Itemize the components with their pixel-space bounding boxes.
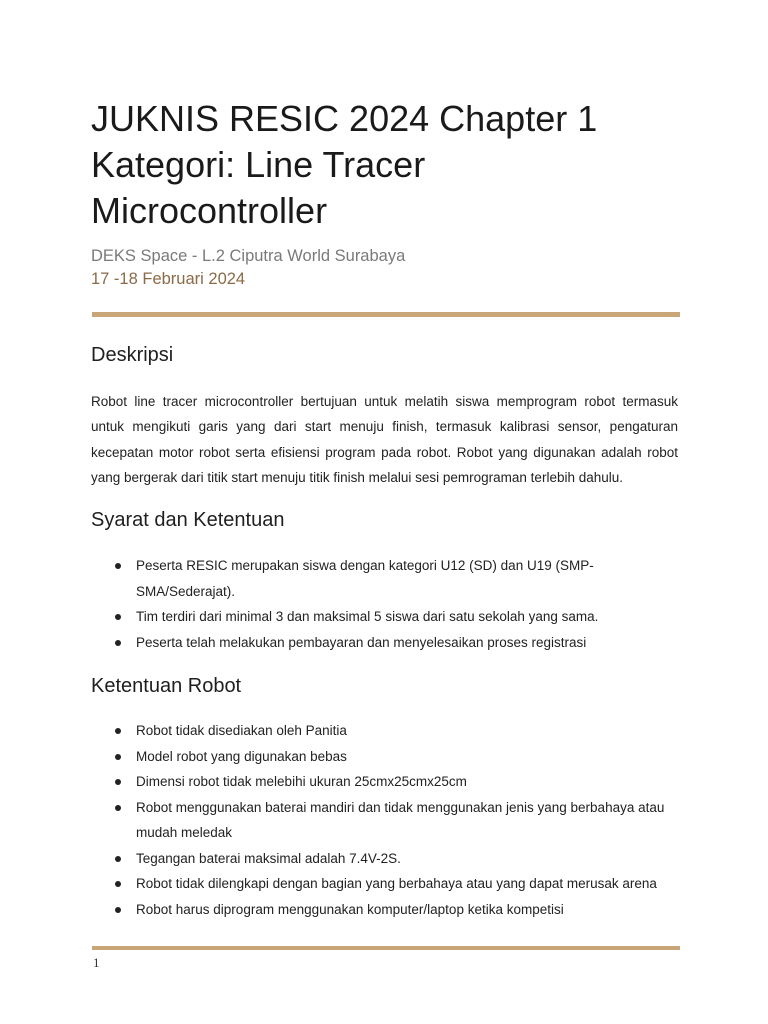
list-item-text: Tegangan baterai maksimal adalah 7.4V-2S.	[136, 850, 401, 866]
list-item-text: Dimensi robot tidak melebihi ukuran 25cmx25cmx25cm	[136, 774, 467, 789]
list-item-text: Robot menggunakan baterai mandiri dan tidak menggunakan jenis yang berbahaya atau mudah meledak	[136, 799, 665, 840]
header-divider	[92, 312, 680, 317]
robot-list	[91, 718, 679, 922]
bullet-icon	[115, 907, 121, 913]
list-item	[91, 769, 679, 795]
footer-divider	[92, 946, 680, 950]
section-heading-robot: Ketentuan Robot	[91, 675, 242, 697]
bullet-icon	[115, 881, 121, 887]
list-item	[91, 744, 679, 770]
list-item-text: Peserta telah melakukan pembayaran dan menyelesaikan proses registrasi	[136, 634, 587, 650]
list-item	[91, 795, 679, 846]
list-item	[91, 604, 679, 630]
list-item-text: Peserta RESIC merupakan siswa dengan kategori U12 (SD) dan U19 (SMP-SMA/Sederajat).	[136, 558, 594, 599]
list-item	[91, 553, 679, 604]
bullet-icon	[115, 856, 121, 862]
section-heading-deskripsi: Deskripsi	[91, 344, 174, 366]
title-line-1: JUKNIS RESIC 2024 Chapter 1	[91, 98, 598, 139]
bullet-icon	[115, 754, 121, 760]
bullet-icon	[115, 563, 121, 569]
list-item	[91, 846, 679, 872]
list-item	[91, 871, 679, 897]
document-title	[91, 96, 691, 234]
title-line-2: Kategori: Line Tracer	[91, 144, 426, 185]
list-item-text: Robot harus diprogram menggunakan komputer/laptop ketika kompetisi	[136, 901, 564, 917]
title-line-3: Microcontroller	[91, 190, 328, 231]
bullet-icon	[115, 805, 121, 811]
list-item	[91, 897, 679, 923]
list-item-text: Model robot yang digunakan bebas	[136, 748, 347, 764]
list-item	[91, 630, 679, 656]
list-item-text: Robot tidak disediakan oleh Panitia	[136, 723, 347, 738]
bullet-icon	[115, 779, 121, 785]
syarat-list	[91, 553, 679, 655]
page-number: 1	[93, 955, 100, 970]
event-date: 17 -18 Februari 2024	[91, 270, 246, 288]
bullet-icon	[115, 640, 121, 646]
list-item-text: Robot tidak dilengkapi dengan bagian yang berbahaya atau yang dapat merusak arena	[136, 876, 657, 891]
section-heading-syarat: Syarat dan Ketentuan	[91, 509, 285, 531]
list-item	[91, 718, 679, 744]
bullet-icon	[115, 728, 121, 734]
event-location: DEKS Space - L.2 Ciputra World Surabaya	[91, 247, 406, 265]
deskripsi-paragraph: Robot line tracer microcontroller bertujuan untuk melatih siswa memprogram robot termasuk untuk mengikuti garis yang dari start menuju finish, termasuk kalibrasi sensor, pengaturan kecepatan motor robot serta efisiensi program pada robot. Robot yang digunakan adalah robot yang bergerak dari titik start menuju titik finish melalui sesi pemrograman terlebih dahulu.	[91, 394, 678, 485]
list-item-text: Tim terdiri dari minimal 3 dan maksimal 5 siswa dari satu sekolah yang sama.	[136, 609, 599, 624]
bullet-icon	[115, 614, 121, 620]
